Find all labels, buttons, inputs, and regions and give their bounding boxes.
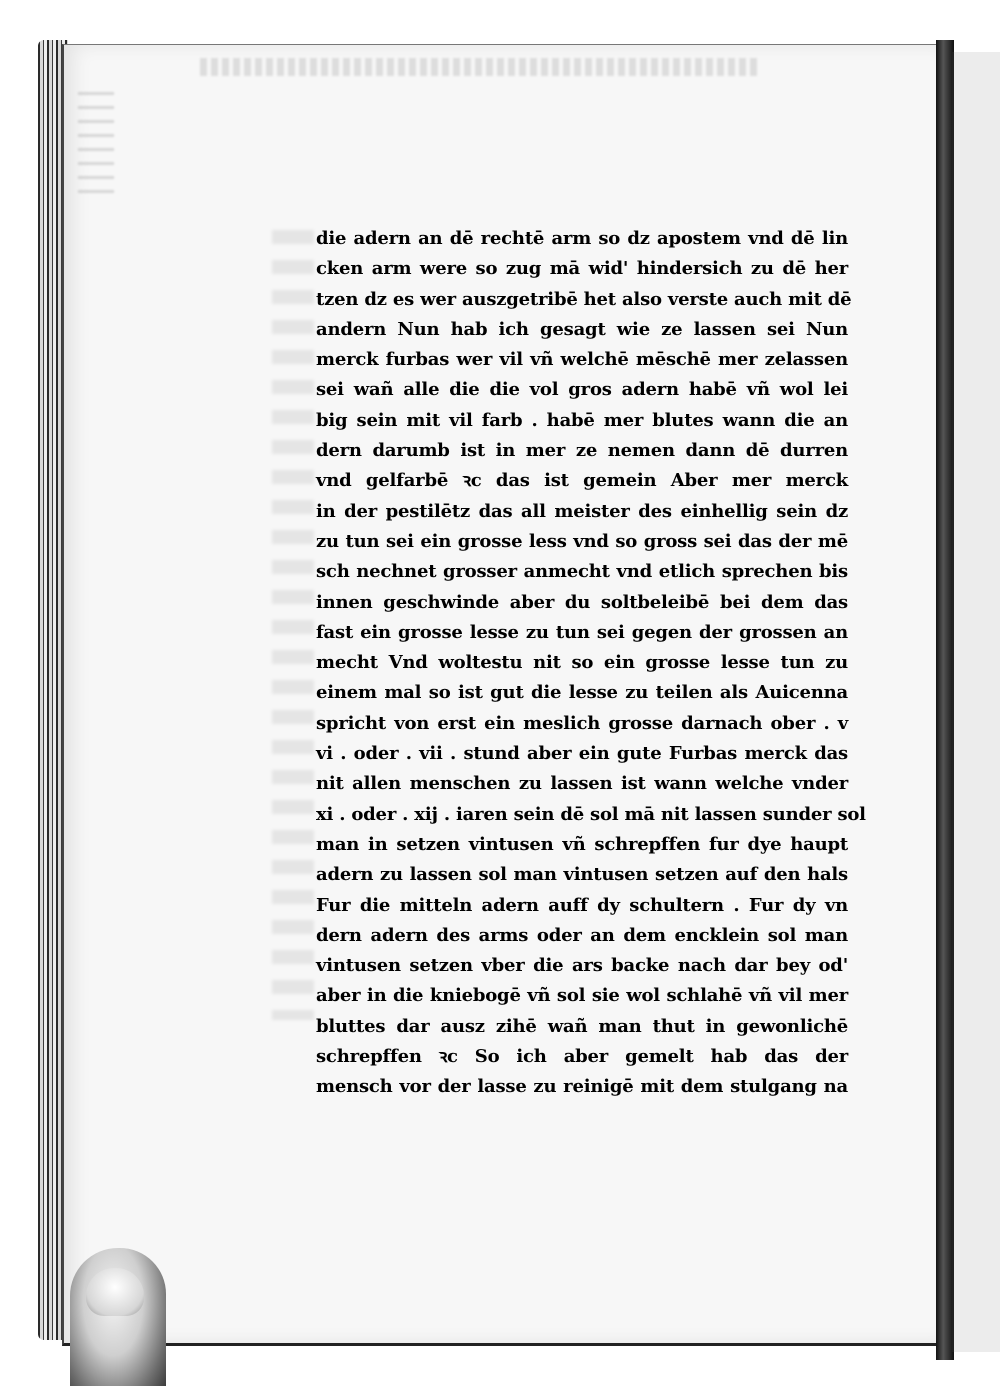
text-line: dern darumb ist in mer ze nemen dann dē durren bbox=[316, 440, 848, 462]
thumbnail bbox=[86, 1268, 144, 1316]
text-line: xi . oder . xij . iaren sein dē sol mā nit lassen sunder sol bbox=[316, 803, 866, 825]
text-line: mensch vor der lasse zu reinigē mit dem stulgang na bbox=[316, 1076, 848, 1098]
facing-page-edge bbox=[952, 52, 1000, 1352]
text-line: adern zu lassen sol man vintusen setzen auf den hals bbox=[316, 864, 848, 886]
text-line: big sein mit vil farb . habē mer blutes wann die an bbox=[316, 409, 848, 431]
text-line: innen geschwinde aber du soltbeleibē bei dem das bbox=[316, 591, 848, 613]
text-line: zu tun sei ein grosse less vnd so gross sei das der mē bbox=[316, 530, 848, 552]
blackletter-text-block bbox=[316, 224, 866, 1103]
text-line: vnd gelfarbē ꝛc das ist gemein Aber mer merck bbox=[316, 470, 848, 492]
text-line: sch nechnet grosser anmecht vnd etlich sprechen bis bbox=[316, 561, 848, 583]
text-line: tzen dz es wer auszgetribē het also verste auch mit dē bbox=[316, 288, 852, 310]
bleed-through-text bbox=[272, 230, 314, 1020]
text-line: cken arm were so zug mā wid' hindersich zu dē her bbox=[316, 258, 848, 280]
text-line: mecht Vnd woltestu nit so ein grosse lesse tun zu bbox=[316, 652, 848, 674]
text-line: merck furbas wer vil vñ welchē mēschē mer zelassen bbox=[316, 349, 848, 371]
text-line: spricht von erst ein meslich grosse darnach ober . v bbox=[316, 712, 848, 734]
text-line: in der pestilētz das all meister des einhellig sein dz bbox=[316, 500, 848, 522]
text-line: sei wañ alle die die vol gros adern habē vñ wol lei bbox=[316, 379, 848, 401]
text-line: dern adern des arms oder an dem encklein sol man bbox=[316, 924, 848, 946]
bleed-through-heading bbox=[200, 58, 760, 76]
text-line: vintusen setzen vber die ars backe nach dar bey od' bbox=[316, 955, 848, 977]
text-line: Fur die mitteln adern auff dy schultern . Fur dy vn bbox=[316, 894, 848, 916]
text-line: nit allen menschen zu lassen ist wann welche vnder bbox=[316, 773, 848, 795]
text-line: fast ein grosse lesse zu tun sei gegen der grossen an bbox=[316, 621, 848, 643]
text-line: man in setzen vintusen vñ schrepffen fur dye haupt bbox=[316, 833, 848, 855]
text-line: bluttes dar ausz zihē wañ man thut in gewonlichē bbox=[316, 1015, 848, 1037]
text-line: andern Nun hab ich gesagt wie ze lassen sei Nun bbox=[316, 318, 848, 340]
text-line: die adern an dē rechtē arm so dz apostem vnd dē lin bbox=[316, 228, 848, 249]
faint-margin-marks bbox=[78, 92, 114, 202]
text-line: aber in die kniebogē vñ sol sie wol schlahē vñ vil mer bbox=[316, 985, 848, 1007]
text-line: einem mal so ist gut die lesse zu teilen als Auicenna bbox=[316, 682, 848, 704]
text-line: vi . oder . vii . stund aber ein gute Furbas merck das bbox=[316, 743, 848, 765]
text-line: schrepffen ꝛc So ich aber gemelt hab das der bbox=[316, 1046, 848, 1068]
